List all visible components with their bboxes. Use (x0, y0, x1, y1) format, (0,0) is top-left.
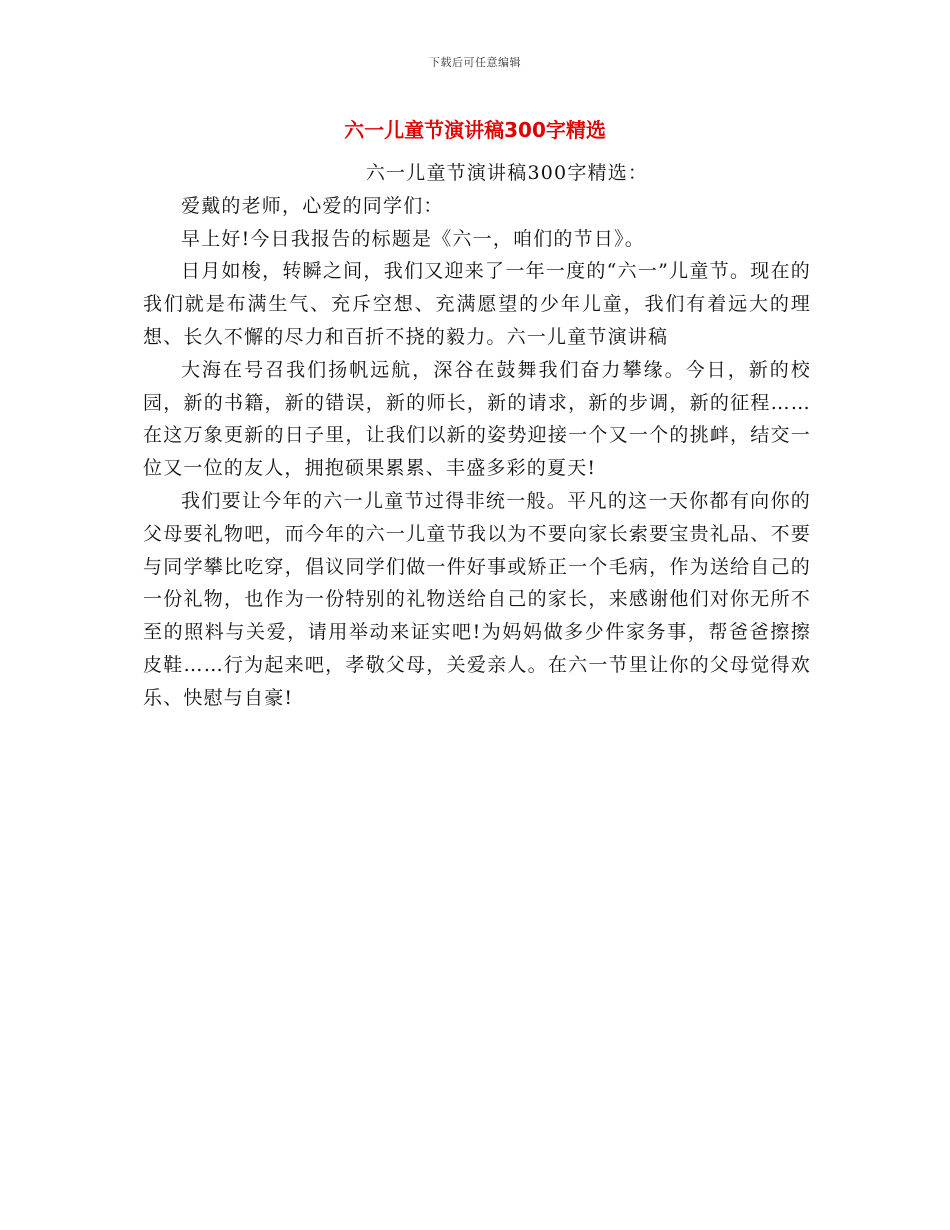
salutation: 爱戴的老师，心爱的同学们： (181, 194, 444, 217)
document-title: 六一儿童节演讲稿300字精选 (344, 118, 606, 142)
document-subtitle: 六一儿童节演讲稿300字精选： (365, 162, 649, 184)
paragraph: 我们要让今年的六一儿童节过得非统一般。平凡的这一天你都有向你的父母要礼物吧，而今年的六一儿童节我以为不要向家长索要宝贵礼品、不要与同学攀比吃穿，倡议同学们做一件好事或矫正一个毛病，作为送给自己的一份礼物，也作为一份特别的礼物送给自己的家长，来感谢他们对你无所不至的照料与关爱，请用举动来证实吧!为妈妈做多少件家务事，帮爸爸擦擦皮鞋……行为起来吧，孝敬父母，关爱亲人。在六一节里让你的父母觉得欢乐、快慰与自豪! (143, 489, 811, 709)
document-body (143, 157, 811, 715)
paragraph: 大海在号召我们扬帆远航，深谷在鼓舞我们奋力攀缘。今日，新的校园，新的书籍，新的错误，新的师长，新的请求，新的步调，新的征程……在这万象更新的日子里，让我们以新的姿势迎接一个又一个的挑衅，结交一位又一位的友人，拥抱硕果累累、丰盛多彩的夏天! (143, 358, 811, 480)
header-note: 下载后可任意编辑 (429, 56, 521, 69)
paragraph: 日月如梭，转瞬之间，我们又迎来了一年一度的“六一”儿童节。现在的我们就是布满生气、充斥空想、充满愿望的少年儿童，我们有着远大的理想、长久不懈的尽力和百折不挠的毅力。六一儿童节演讲稿 (143, 260, 811, 348)
greeting: 早上好!今日我报告的标题是《六一，咱们的节日》。 (181, 227, 645, 250)
